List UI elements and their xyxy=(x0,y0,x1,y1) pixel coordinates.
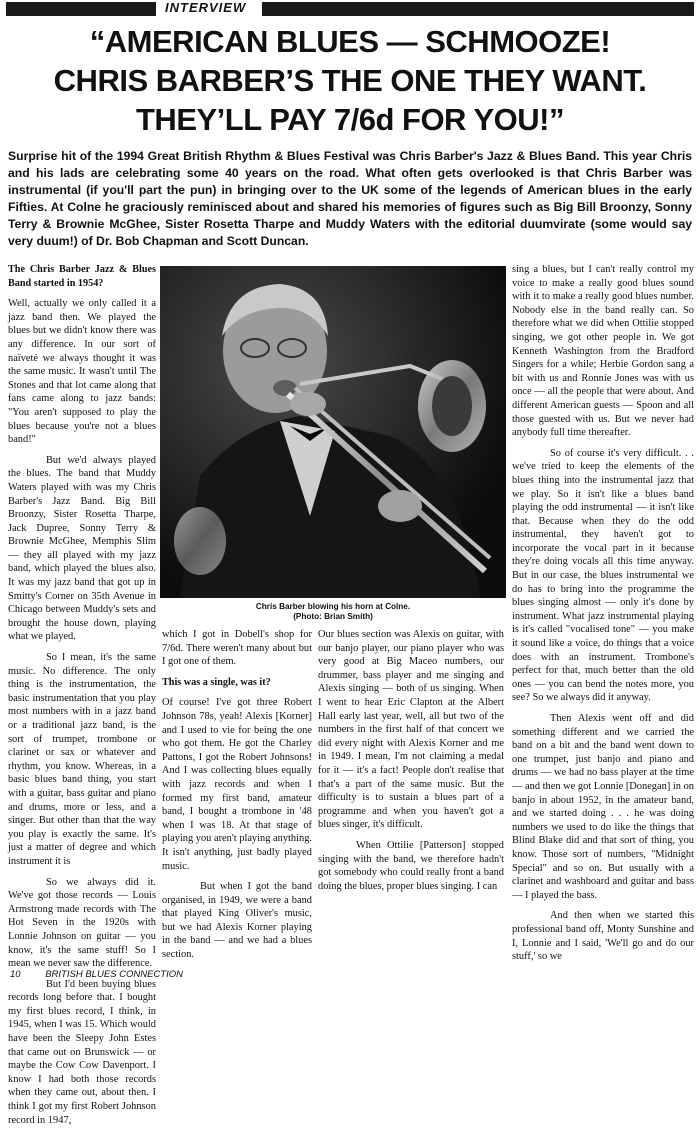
paragraph: sing a blues, but I can't really control my voice to make a really good blues sound with it to make a really good blues number. Nobody else in the band really can. So therefore what we did when Ottilie stopped singing, we got other people in. We got Kenneth Washington from the Bradford Singers for a while; Herbie Gordon sang a bit with us and Ronnie Jones was with us once — all the people that were about. And different American guests — Spoon and all those guested with us. But we never had anybody full time thereafter. xyxy=(512,264,694,439)
interview-question: This was a single, was it? xyxy=(162,676,271,688)
page-number: 10 xyxy=(10,969,21,980)
column-1 xyxy=(8,263,156,1134)
paragraph: But I'd been buying blues records long before that. I bought my first blues record, I think, in 1945, when I was 15. Which would have been the Sleepy John Estes that came out on Brunswick — or maybe the Cow Cow Davenport. I know I had both those records when they came out, about then. I think I got my first Robert Johnson record in 1947, xyxy=(8,978,156,1126)
paragraph: So I mean, it's the same music. No difference. The only thing is the instrumentation, the basic instrumentation that you play most numbers with in a jazz band or a traditional jazz band, is the sort of trumpet, trombone or clarinet or sax or whatever and rhythm, you know. Whereas, in a basic blues band thing, you start with a guitar, bass guitar and piano and drums, more or less, and a singer. But other than that the way you play is exactly the same. It's just a matter of degree and which instrument it is xyxy=(8,652,156,867)
headline-line-2: CHRIS BARBER’S THE ONE THEY WANT. xyxy=(53,63,647,98)
headline-line-1: “AMERICAN BLUES — SCHMOOZE! xyxy=(89,24,611,59)
intro-paragraph: Surprise hit of the 1994 Great British Rhythm & Blues Festival was Chris Barber's Jazz & Blues Band. This year Chris and his lads are celebrating some 40 years on the road. What often gets overlooked is that Chris Barber was instrumental (if you'll part the pun) in bringing over to the UK some of the legends of American blues in the early Fifties. At Colne he graciously reminisced about and shared his memories of figures such as Big Bill Broonzy, Sonny Terry & Brownie McGhee, Sister Rosetta Tharpe and Muddy Waters with the editorial duumvirate (some would say very duum!) of Dr. Bob Chapman and Scott Duncan. xyxy=(8,149,692,248)
interview-question: The Chris Barber Jazz & Blues Band started in 1954? xyxy=(8,264,156,289)
headline xyxy=(10,22,690,139)
publication-name: BRITISH BLUES CONNECTION xyxy=(45,969,183,980)
paragraph: Our blues section was Alexis on guitar, with our banjo player, our piano player who was very good at Big Maceo numbers, our drummer, bass player and me singing and Alexis singing — both of us singing. When I went to hear Eric Clapton at the Albert Hall early last year, well, all but two of the numbers in the first half of that concert we did every night with Alexis Korner and me in 1949. I mean, I'm not claiming a medal for it — it's a fact! People don't realise that that's a part of the same music. But the difficulty is to sustain a blues part of a programme and when you haven't got a blues singer, it's difficult. xyxy=(318,629,504,831)
paragraph: Well, actually we only called it a jazz band then. We played the blues but we didn't know there was any difference. In our sort of naïveté we always thought it was the same music. It wasn't until The Stones and that lot came along that fans came along to jazz bands: "You aren't supposed to play the blues because you're not a blues band!" xyxy=(8,298,156,446)
photo-credit: (Photo: Brian Smith) xyxy=(293,612,373,621)
photo-caption xyxy=(160,602,506,622)
paragraph: But when I got the band organised, in 1949, we were a band that played King Oliver's music, but we had Alexis Korner playing in the band — and we had a blues section. xyxy=(162,881,312,961)
paragraph: Then Alexis went off and did something different and we carried the band on a bit and the band went down to one trumpet, just banjo and piano and drums — we had no bass player at the time — and then we got Lonnie [Donegan] in on banjo in about 1952, in the amateur band, and we started doing . . . he was doing numbers we used to do like the things that Blind Blake did and that sort of thing, you know. Those sort of numbers, "Midnight Special" and so on. But usually with a clarinet and washboard and guitar and bass — I played the bass. xyxy=(512,713,694,901)
paragraph: But we'd always played the blues. The band that Muddy Waters played with was my Chris Barber's Jazz Band. Big Bill Broonzy, Sister Rosetta Tharpe, Jack Dupree, Sonny Terry & Brownie McGhee, Memphis Slim — they all played with my jazz band, which played the blues also. It was my jazz band that got up in Smitty's Corner on 35th Avenue in Chicago between Muddy's sets and brought the house down, playing what we played. xyxy=(8,454,156,643)
paragraph: which I got in Dobell's shop for 7/6d. There weren't many about but I got one of them. xyxy=(162,629,312,668)
photo-chris-barber-trombone xyxy=(160,266,506,598)
header-bar-right xyxy=(262,2,694,16)
page-footer xyxy=(10,969,183,980)
caption-text: Chris Barber blowing his horn at Colne. xyxy=(255,602,411,611)
paragraph: When Ottilie [Patterson] stopped singing with the band, we therefore hadn't got somebody who could really front a band doing the blues, proper blues singing. I can xyxy=(318,839,504,892)
headline-line-3: THEY’LL PAY 7/6d FOR YOU!” xyxy=(136,102,564,137)
header-bar-left xyxy=(6,2,156,16)
column-2 xyxy=(162,628,312,969)
paragraph: Of course! I've got three Robert Johnson 78s, yeah! Alexis [Korner] and I used to vie for being the one who got them. He got the Charley Pattons, I got the Robert Johnsons! And I was collecting blues equally with jazz records and when I formed my first band, amateur band, I bought a trombone in '48 when I was 18. At that stage of playing you aren't playing anything. It isn't anything, just badly played music. xyxy=(162,697,312,872)
paragraph: So we always did it. We've got those records — Louis Armstrong made records with The Hot Seven in the 1920s with Lonnie Johnson on guitar — you know, it's the same stuff! So I mean we never saw the difference. xyxy=(8,876,156,970)
photo-image xyxy=(160,266,506,598)
column-3 xyxy=(318,628,504,900)
paragraph: So of course it's very difficult. . . we've tried to keep the elements of the blues thing into the instrumental jazz that we play. So it isn't like a blues band playing the odd instrumental — it isn't like that. Because when they do the odd instrumental, they haven't got to incorporate the vocal part in it because they're doing vocals all this time anyway. But in our case, the blues instrumental we do has to bring into the programme the blues singing almost — only it's done by instrument. What jazz instrumental playing is it's called "vocalised tone" — you make it sound like a voice, do things that a voice does with an instrument. Trombone's perfect for that, much better than the old ones — you can bend the notes more, you see? So we always did it anyway. xyxy=(512,447,694,704)
column-4 xyxy=(512,263,694,971)
section-label: INTERVIEW xyxy=(165,0,247,15)
paragraph: And then when we started this professional band off, Monty Sunshine and I, Lonnie and I said, 'We'll go and do our stuff,' so we xyxy=(512,910,694,963)
